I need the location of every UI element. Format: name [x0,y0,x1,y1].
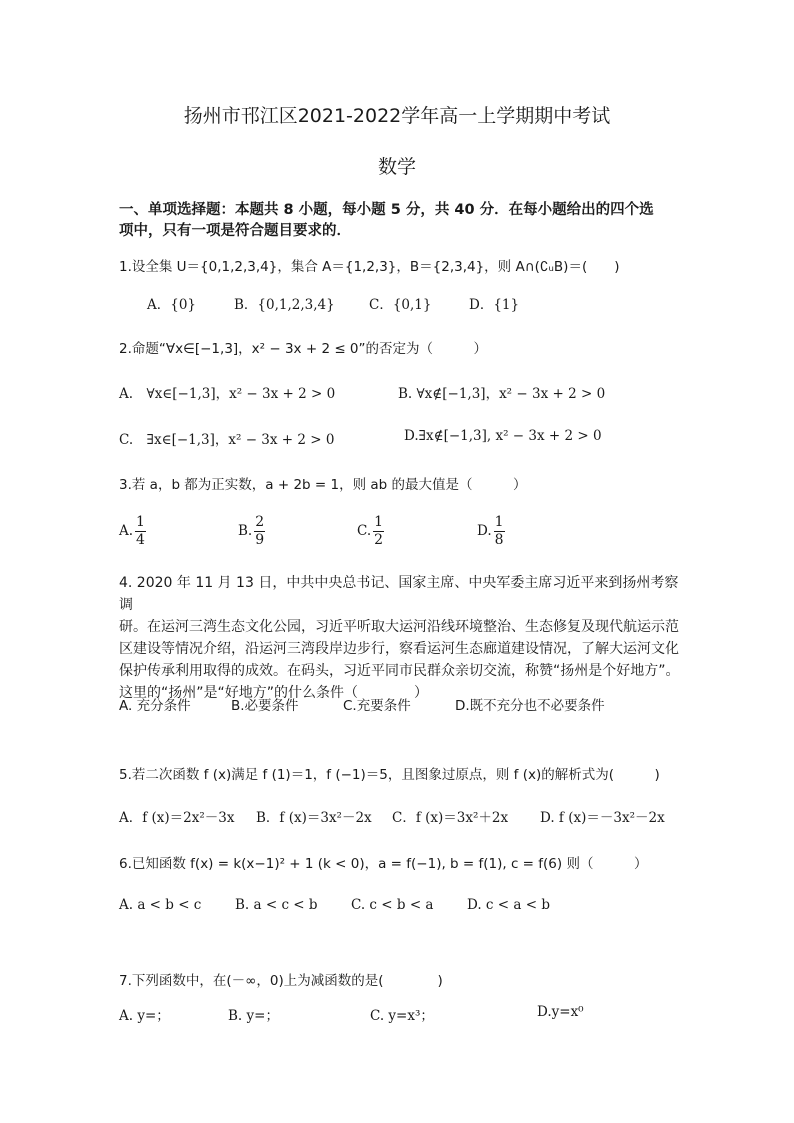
q4-stem-line: 区建设等情况介绍，沿运河三湾段岸边步行，察看运河生态廊道建设情况，了解大运河文化 [119,641,679,657]
q4-option-b: B.必要条件 [231,698,299,714]
section-heading-line2: 项中，只有一项是符合题目要求的． [119,223,351,239]
q4-option-c: C.充要条件 [343,698,411,714]
q5-option-b: B．f (x)＝3x²－2x [256,810,372,826]
q6-option-a: A. a < b < c [119,897,202,913]
q3-option-a-fraction [135,514,146,549]
q5-option-d: D. f (x)＝－3x²－2x [540,810,665,826]
q4-option-a: A. 充分条件 [119,698,191,714]
q6-stem: 6.已知函数 f(x) = k(x−1)² + 1 (k < 0)，a = f(−1), b = f(1), c = f(6) 则（ ） [119,856,648,872]
q7-option-d: D.y=x⁰ [537,1004,584,1020]
q4-stem-line: 保护传承利用取得的成效。在码头，习近平同市民群众亲切交流，称赞“扬州是个好地方”。 [119,663,680,679]
q3-option-c-denominator: 2 [374,532,384,548]
q6-option-d: D. c < a < b [467,897,550,913]
exam-title: 扬州市邗江区2021-2022学年高一上学期期中考试 [183,105,611,127]
q3-option-a-numerator: 1 [136,514,145,530]
q3-option-d [477,514,505,549]
q6-option-c: C. c < b < a [351,897,434,913]
q1-option-b: B．{0,1,2,3,4} [234,297,335,313]
q7-option-a: A. y=； [119,1008,170,1024]
q3-option-c-numerator: 1 [374,514,384,530]
q4-stem [119,572,689,704]
q2-option-a: A. ∀x∈[−1,3]，x² − 3x + 2 > 0 [119,386,336,402]
q2-option-c: C. ∃x∈[−1,3]，x² − 3x + 2 > 0 [119,432,335,448]
q7-option-b: B. y=； [228,1008,279,1024]
q3-stem: 3.若 a，b 都为正实数，a + 2b = 1，则 ab 的最大值是（ ） [119,477,527,493]
q3-option-b-label: B. [238,523,253,539]
q1-option-d: D．{1} [469,297,520,313]
q3-option-a [119,514,146,549]
q2-option-b: B. ∀x∉[−1,3]，x² − 3x + 2 > 0 [398,386,606,402]
q3-option-a-label: A. [119,523,134,539]
q3-option-d-numerator: 1 [494,514,504,530]
q5-option-a: A．f (x)＝2x²－3x [119,810,235,826]
q3-option-b [238,514,265,549]
q3-option-d-denominator: 8 [494,532,504,548]
q3-option-d-fraction [494,514,505,549]
q1-stem: 1.设全集 U＝{0,1,2,3,4}，集合 A＝{1,2,3}，B＝{2,3,4}，则 A∩(∁ᵤB)＝( ) [119,259,620,275]
q3-option-b-denominator: 9 [255,532,265,548]
q1-option-c: C．{0,1} [369,297,432,313]
q3-option-c-fraction [373,514,384,549]
q5-option-c: C．f (x)＝3x²＋2x [392,810,509,826]
q3-option-b-fraction [254,514,265,549]
q5-stem: 5.若二次函数 f (x)满足 f (1)＝1，f (−1)＝5，且图象过原点，则 f (x)的解析式为( ) [119,767,660,783]
q7-option-c: C. y=x³； [370,1008,434,1024]
q4-option-d: D.既不充分也不必要条件 [455,698,605,714]
q4-stem-line: 这里的“扬州”是“好地方”的什么条件（ ） [119,685,429,701]
q3-option-c-label: C. [357,523,372,539]
q6-option-b: B. a < c < b [235,897,318,913]
q3-option-a-denominator: 4 [136,532,145,548]
q4-stem-line: 4. 2020 年 11 月 13 日，中共中央总书记、国家主席、中央军委主席习近平来到扬州考察调 [119,575,679,613]
q4-stem-line: 研。在运河三湾生态文化公园，习近平听取大运河沿线环境整治、生态修复及现代航运示范 [119,619,679,635]
q3-option-b-numerator: 2 [255,514,265,530]
q2-option-d: D.∃x∉[−1,3], x² − 3x + 2 > 0 [404,428,602,444]
q3-option-c [357,514,384,549]
q1-option-a: A．{0} [147,297,197,313]
q3-option-d-label: D. [477,523,492,539]
q2-stem: 2.命题“∀x∈[−1,3]，x² − 3x + 2 ≤ 0”的否定为（ ） [119,341,488,357]
section-heading-line1: 一、单项选择题：本题共 8 小题，每小题 5 分，共 40 分．在每小题给出的四个选 [119,202,654,218]
q7-stem: 7.下列函数中，在(－∞，0)上为减函数的是( ) [119,973,443,989]
subject-title: 数学 [377,156,416,178]
